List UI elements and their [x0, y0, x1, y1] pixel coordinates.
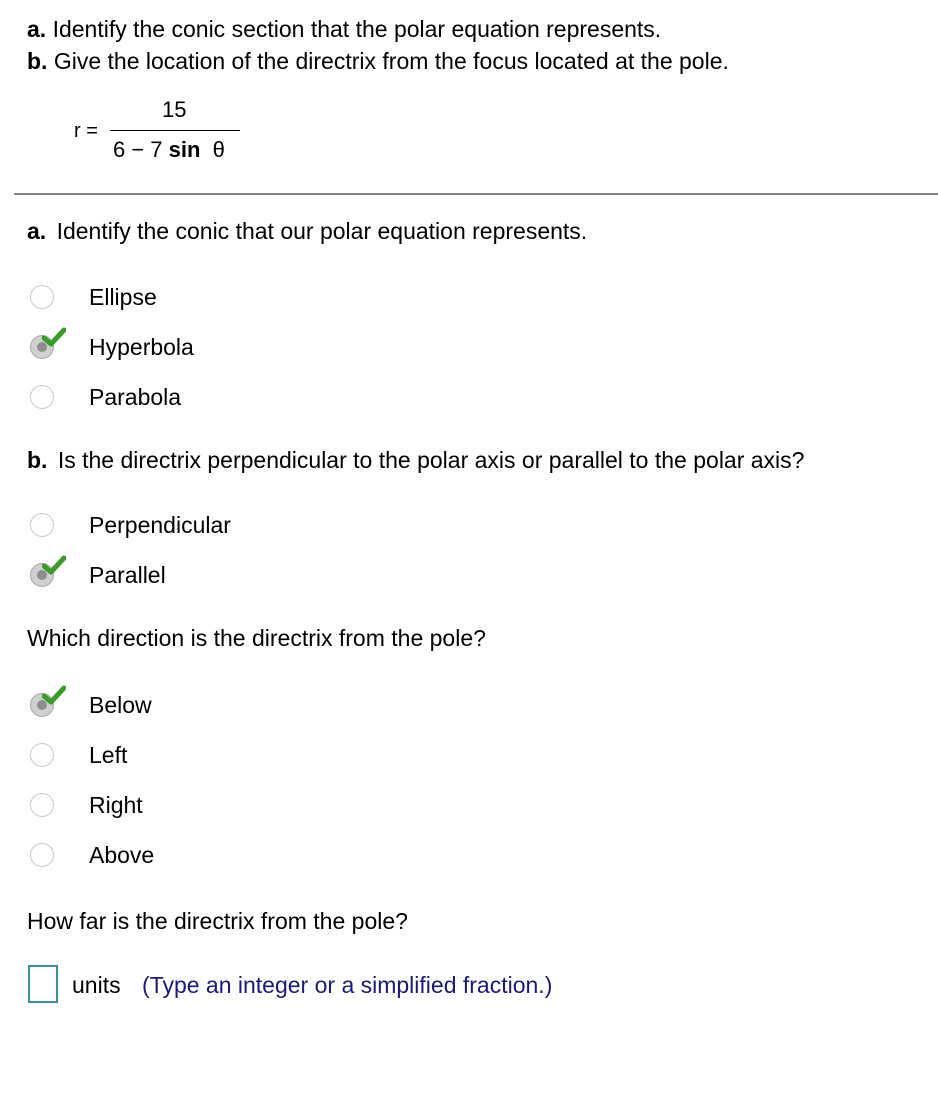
radio-unselected-icon[interactable]: [30, 793, 54, 817]
question-a-text: Identify the conic that our polar equation represents.: [56, 218, 588, 244]
option-label-hyperbola: Hyperbola: [89, 334, 194, 360]
question-a: [27, 218, 587, 245]
distance-answer-input[interactable]: [28, 965, 58, 1003]
radio-unselected-icon[interactable]: [30, 743, 54, 767]
option-label-parabola: Parabola: [89, 384, 182, 410]
problem-part-a-text: Identify the conic section that the polar equation represents.: [52, 16, 662, 42]
question-a-label: a.: [27, 218, 47, 244]
option-label-above: Above: [89, 842, 155, 868]
option-label-below: Below: [89, 692, 152, 718]
option-label-parallel: Parallel: [89, 562, 166, 588]
check-correct-icon: [42, 555, 66, 575]
problem-part-b-text: Give the location of the directrix from the focus located at the pole.: [53, 48, 729, 74]
question-direction-text: Which direction is the directrix from the pole?: [27, 625, 486, 651]
equation-lhs: r =: [74, 120, 98, 142]
question-b-label: b.: [27, 447, 48, 473]
equation-denominator: [113, 137, 225, 163]
denominator-prefix: 6 − 7: [113, 137, 163, 162]
radio-unselected-icon[interactable]: [30, 285, 54, 309]
problem-part-a-label: a.: [27, 16, 47, 42]
radio-unselected-icon[interactable]: [30, 513, 54, 537]
option-label-right: Right: [89, 792, 143, 818]
check-correct-icon: [42, 685, 66, 705]
option-label-perpendicular: Perpendicular: [89, 512, 231, 538]
equation-numerator: 15: [162, 97, 187, 122]
denominator-sin: sin: [168, 137, 201, 162]
denominator-theta: θ: [212, 137, 225, 162]
check-correct-icon: [42, 327, 66, 347]
question-b-text: Is the directrix perpendicular to the polar axis or parallel to the polar axis?: [57, 447, 805, 473]
section-divider: [14, 193, 938, 195]
problem-part-b: [27, 48, 729, 75]
units-label: units: [72, 972, 121, 998]
option-label-left: Left: [89, 742, 128, 768]
option-label-ellipse: Ellipse: [89, 284, 157, 310]
question-b: [27, 447, 804, 474]
radio-unselected-icon[interactable]: [30, 385, 54, 409]
question-distance-text: How far is the directrix from the pole?: [27, 908, 408, 934]
problem-part-b-label: b.: [27, 48, 48, 74]
input-hint: (Type an integer or a simplified fraction.): [142, 972, 553, 998]
problem-part-a: [27, 16, 661, 43]
fraction-bar: [110, 130, 240, 131]
radio-unselected-icon[interactable]: [30, 843, 54, 867]
